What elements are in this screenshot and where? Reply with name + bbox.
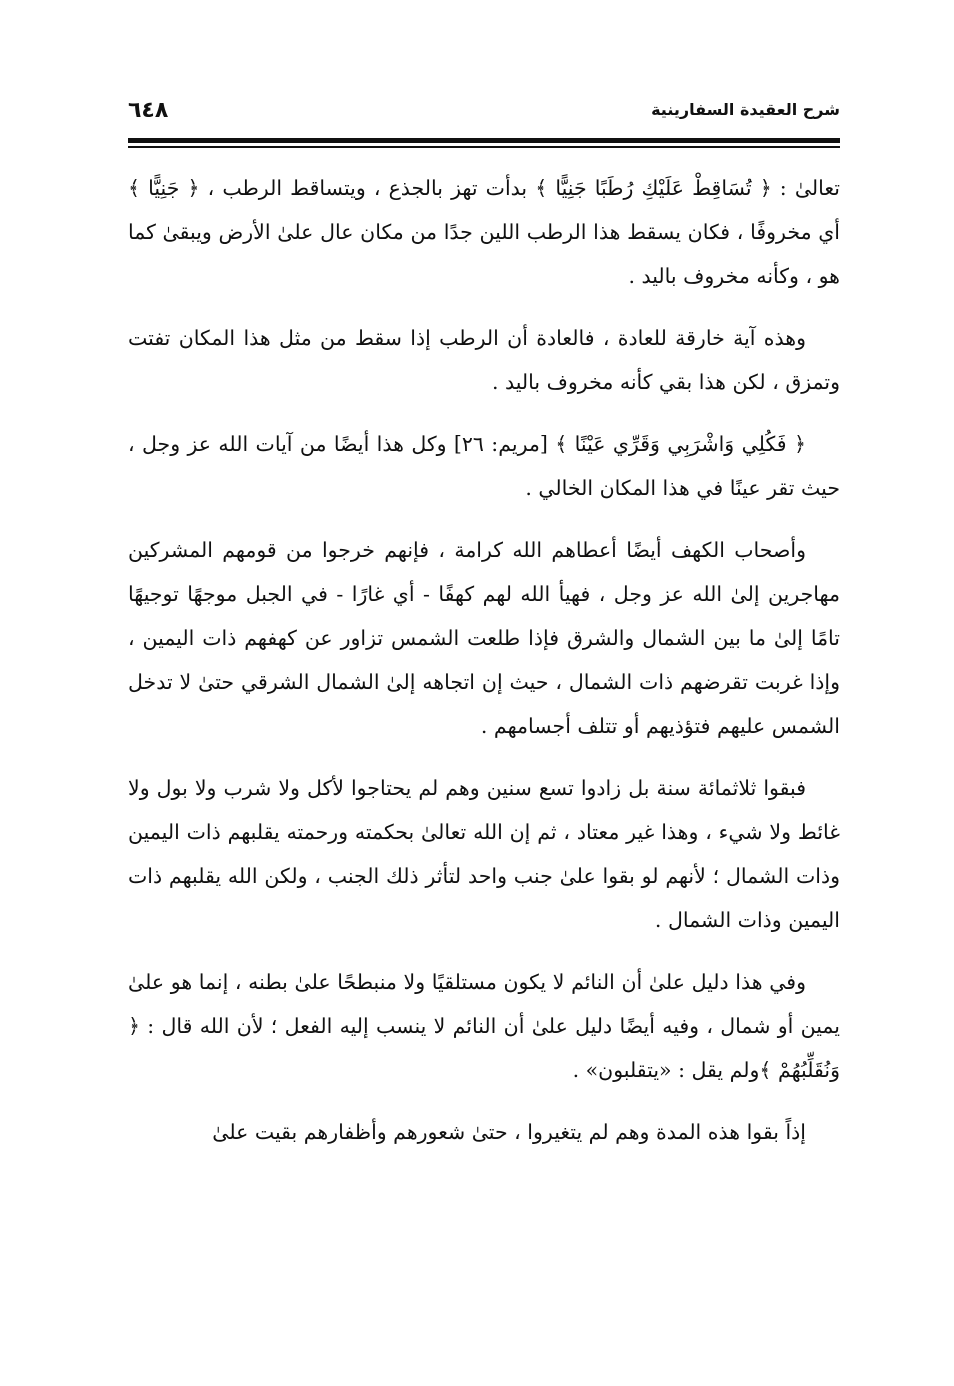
page-number: ٦٤٨ [128, 98, 169, 123]
paragraph-7: إذاً بقوا هذه المدة وهم لم يتغيروا ، حتىٰ شعورهم وأظفارهم بقيت علىٰ [212, 1120, 806, 1144]
paragraph-3: ﴿ فَكُلِي وَاشْرَبِي وَقَرِّي عَيْنًا ﴾ [مريم: ٢٦] وكل هذا أيضًا من آيات الله عز وجل ، حيث تقر عينًا في هذا المكان الخالي . [128, 432, 840, 500]
body-text [128, 166, 840, 1172]
paragraph-5: فبقوا ثلاثمائة سنة بل زادوا تسع سنين وهم لم يحتاجوا لأكل ولا شرب ولا بول ولا غائط ولا شيء ، وهذا غير معتاد ، ثم إن الله تعالىٰ بحكمته ورحمته يقلبهم ذات اليمين وذات الشمال ؛ لأنهم لو بقوا علىٰ جنب واحد لتأثر ذلك الجنب ، ولكن الله يقلبهم ذات اليمين وذات الشمال . [128, 776, 840, 932]
paragraph-2: وهذه آية خارقة للعادة ، فالعادة أن الرطب إذا سقط من مثل هذا المكان تفتت وتمزق ، لكن هذا بقي كأنه مخروف باليد . [128, 326, 840, 394]
header-rule-thin [128, 146, 840, 148]
running-title: شرح العقيدة السفارينية [651, 100, 840, 119]
page-header [128, 98, 840, 140]
header-rule-thick [128, 138, 840, 143]
paragraph-4: وأصحاب الكهف أيضًا أعطاهم الله كرامة ، فإنهم خرجوا من قومهم المشركين مهاجرين إلىٰ الله عز وجل ، فهيأ الله لهم كهفًا - أي غارًا - في الجبل موجهًا توجيهًا تامًا إلىٰ ما بين الشمال والشرق فإذا طلعت الشمس تزاور عن كهفهم ذات اليمين ، وإذا غربت تقرضهم ذات الشمال ، حيث إن اتجاهه إلىٰ الشمال الشرقي حتىٰ لا تدخل الشمس عليهم فتؤذيهم أو تتلف أجسامهم . [128, 538, 840, 738]
paragraph-1: تعالىٰ : ﴿ تُسَاقِطْ عَلَيْكِ رُطَبًا جَنِيًّا ﴾ بدأت تهز بالجذع ، ويتساقط الرطب ، ﴿ جَنِيًّا ﴾ أي مخروفًا ، فكان يسقط هذا الرطب اللين جدًا من مكان عال علىٰ الأرض ويبقىٰ كما هو ، وكأنه مخروف باليد . [128, 176, 840, 288]
paragraph-6: وفي هذا دليل علىٰ أن النائم لا يكون مستلقيًا ولا منبطحًا علىٰ بطنه ، إنما هو علىٰ يمين أو شمال ، وفيه أيضًا دليل علىٰ أن النائم لا ينسب إليه الفعل ؛ لأن الله قال : ﴿ وَنُقَلِّبُهُمْ ﴾ولم يقل : «يتقلبون» . [128, 970, 840, 1082]
